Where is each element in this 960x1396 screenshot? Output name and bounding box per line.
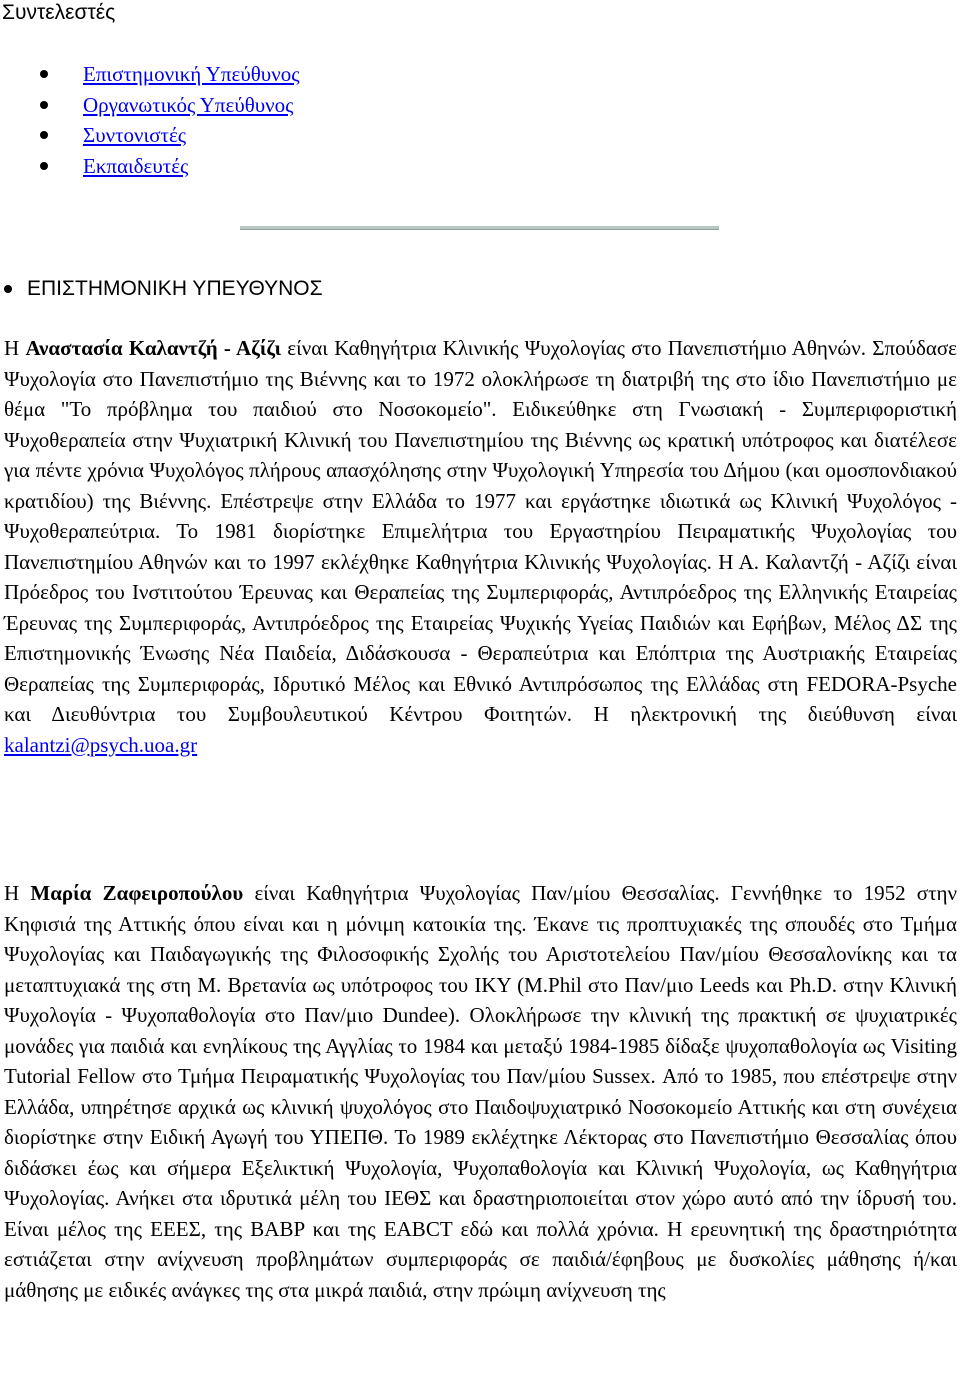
toc-link-organizing-lead[interactable]: Οργανωτικός Υπεύθυνος (83, 92, 294, 117)
bio-body: είναι Καθηγήτρια Ψυχολογίας Παν/μίου Θεσσαλίας. Γεννήθηκε το 1952 στην Κηφισιά της Αττικής όπου είναι και η μόνιμη κατοικία της. Έκανε τις προπτυχιακές της σπουδές στο Τμήμα Ψυχολογίας και Παιδαγωγικής της Φιλοσοφικής Σχολής του Αριστοτελείου Παν/μίου Θεσσαλονίκης και τα μεταπτυχιακά της στη Μ. Βρετανία ως υπότροφος του ΙΚΥ (M.Phil στο Παν/μιο Leeds και Ph.D. στην Κλινική Ψυχολογία - Ψυχοπαθολογία στο Παν/μιο Dundee). Ολοκλήρωσε την κλινική της πρακτική σε ψυχιατρικές μονάδες για παιδιά και ενηλίκους της Αγγλίας το 1984 και μεταξύ 1984-1985 δίδαξε ψυχοπαθολογία ως Visiting Tutorial Fellow στο Τμήμα Πειραματικής Ψυχολογίας του Παν/μίου Sussex. Από το 1985, που επέστρεψε στην Ελλάδα, υπηρέτησε αρχικά ως κλινική ψυχολόγος στο Παιδοψυχιατρικό Νοσοκομείο Αττικής και στη συνέχεια διορίστηκε στην Ειδική Αγωγή του ΥΠΕΠΘ. Το 1989 εκλέχτηκε Λέκτορας στο Πανεπιστήμιο Θεσσαλίας όπου διδάσκει έως και σήμερα Εξελικτική Ψυχολογία, Ψυχοπαθολογία και Κλινική Ψυχολογία, ως Καθηγήτρια Ψυχολογίας. Ανήκει στα ιδρυτικά μέλη του ΙΕΘΣ και δραστηριοποιείται στον χώρο αυτό από την ίδρυσή του. Είναι μέλος της ΕΕΕΣ, της BABP και της EABCT εδώ και πολλά χρόνια. Η ερευνητική της δραστηριότητα εστιάζεται στην ανίχνευση προβλημάτων συμπεριφοράς σε παιδιά/έφηβους με δυσκολίες μάθησης ή/και μάθησης με ειδικές ανάγκες της στα μικρά παιδιά, στην πρώιμη ανίχνευση της (4, 881, 958, 1302)
toc-item-coordinators (83, 120, 300, 151)
toc-item-trainers (83, 151, 300, 182)
bio-prefix: Η (4, 336, 26, 360)
bio-name: Μαρία Ζαφειροπούλου (30, 881, 244, 905)
bio-prefix: Η (4, 881, 31, 905)
section-heading: ΕΠΙΣΤΗΜΟΝΙΚΗ ΥΠΕΥΘΥΝΟΣ (27, 275, 323, 303)
toc-link-trainers[interactable]: Εκπαιδευτές (83, 153, 189, 178)
bio-paragraph-kalantzi (4, 333, 957, 760)
bio-body: είναι Καθηγήτρια Κλινικής Ψυχολογίας στο Πανεπιστήμιο Αθηνών. Σπούδασε Ψυχολογία στο Πανεπιστήμιο της Βιέννης και το 1972 ολοκλήρωσε τη διατριβή της στο ίδιο Πανεπιστήμιο με θέμα "Το πρόβλημα του παιδιού στο Νοσοκομείο". Ειδικεύθηκε στη Γνωσιακή - Συμπεριφοριστική Ψυχοθεραπεία στην Ψυχιατρική Κλινική του Πανεπιστημίου της Βιέννης ως κρατική υπότροφος και διατέλεσε για πέντε χρόνια Ψυχολόγος πλήρους απασχόλησης στην Ψυχολογική Υπηρεσία του Δήμου (και ομοσπονδιακού κρατιδίου) της Βιέννης. Επέστρεψε στην Ελλάδα το 1977 και εργάστηκε ιδιωτικά ως Κλινική Ψυχολόγος - Ψυχοθεραπεύτρια. Το 1981 διορίστηκε Επιμελήτρια του Εργαστηρίου Πειραματικής Ψυχολογίας του Πανεπιστημίου Αθηνών και το 1997 εκλέχθηκε Καθηγήτρια Κλινικής Ψυχολογίας. Η Α. Καλαντζή - Αζίζι είναι Πρόεδρος του Ινστιτούτου Έρευνας και Θεραπείας της Συμπεριφοράς, Αντιπρόεδρος της Ελληνικής Εταιρείας Έρευνας της Συμπεριφοράς, Αντιπρόεδρος της Εταιρείας Ψυχικής Υγείας Παιδιών και Εφήβων, Μέλος ΔΣ της Επιστημονικής Ένωσης Νέα Παιδεία, Διδάσκουσα - Θεραπεύτρια και Επόπτρια της Αυστριακής Εταιρείας Θεραπείας της Συμπεριφοράς, Ιδρυτικό Μέλος και Εθνικό Αντιπρόσωπος της Ελλάδας στη FEDORA-Psyche και Διευθύντρια του Συμβουλευτικού Κέντρου Φοιτητών. Η ηλεκτρονική της διεύθυνση είναι (4, 336, 957, 726)
bio-name: Αναστασία Καλαντζή - Αζίζι (25, 336, 282, 360)
horizontal-divider (240, 226, 719, 230)
page-title: Συντελεστές (2, 1, 116, 24)
toc-item-scientific-lead (83, 59, 300, 90)
toc-link-coordinators[interactable]: Συντονιστές (83, 123, 187, 147)
toc-link-scientific-lead[interactable]: Επιστημονική Υπεύθυνος (83, 62, 300, 86)
section-heading-list (27, 275, 323, 303)
email-link[interactable]: kalantzi@psych.uoa.gr (4, 732, 198, 757)
contributors-nav (83, 59, 300, 181)
bio-paragraph-zafeiropoulou (4, 878, 957, 1305)
toc-item-organizing-lead (83, 90, 300, 121)
